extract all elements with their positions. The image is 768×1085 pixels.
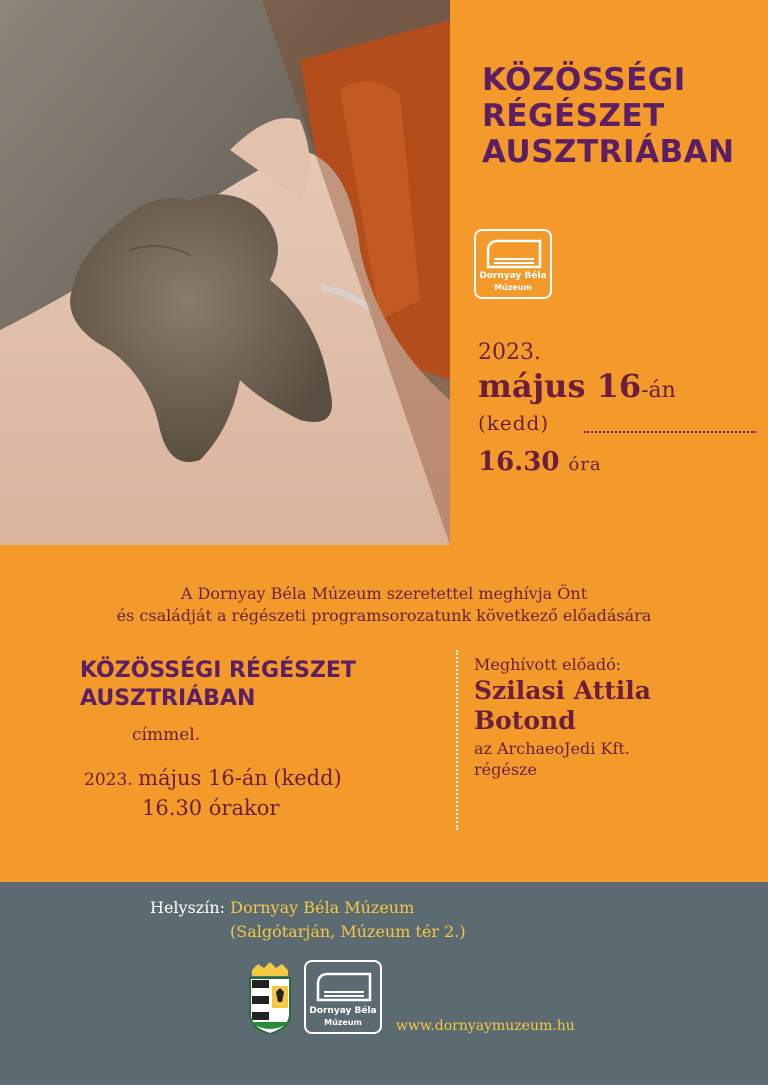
venue-address: (Salgótarján, Múzeum tér 2.) xyxy=(230,922,466,941)
speaker-name-line: Szilasi Attila xyxy=(474,676,651,705)
lecture-date xyxy=(84,764,342,822)
date-block xyxy=(478,340,758,477)
speaker-role-line: az ArchaeoJedi Kft. xyxy=(474,739,630,758)
logo-text: Dornyay Béla xyxy=(479,271,547,281)
title-line: AUSZTRIÁBAN xyxy=(482,134,735,170)
dotted-line xyxy=(584,431,756,433)
museum-logo xyxy=(474,229,552,299)
speaker-block xyxy=(474,655,754,780)
speaker-label: Meghívott előadó: xyxy=(474,655,622,674)
speaker-name-line: Botond xyxy=(474,706,576,735)
time-value: 16.30 xyxy=(478,447,560,477)
lecture-title-suffix: címmel. xyxy=(132,725,201,745)
logo-text: Múzeum xyxy=(494,283,532,292)
invitation-line: A Dornyay Béla Múzeum szeretettel meghívja Önt xyxy=(180,584,588,603)
date-day xyxy=(478,367,758,405)
lecture-date-day: május 16-án xyxy=(138,766,268,790)
speaker-role-line: régésze xyxy=(474,760,537,779)
coat-of-arms-icon xyxy=(246,962,294,1034)
invitation-line: és családját a régészeti programsorozatunk következő előadására xyxy=(116,606,652,625)
date-day-text: május 16 xyxy=(478,367,642,405)
title-line: KÖZÖSSÉGI xyxy=(482,62,686,98)
logo-text: Múzeum xyxy=(324,1018,362,1027)
venue xyxy=(150,896,466,944)
poster-title xyxy=(482,62,752,170)
date-time xyxy=(478,447,758,477)
logo-text: Dornyay Béla xyxy=(309,1006,377,1016)
date-year: 2023. xyxy=(478,340,541,365)
venue-name: Dornyay Béla Múzeum xyxy=(230,898,415,917)
museum-building-icon xyxy=(314,970,374,1002)
time-unit: óra xyxy=(568,454,602,475)
date-weekday: (kedd) xyxy=(478,411,550,435)
speaker-name xyxy=(474,676,754,736)
vertical-divider xyxy=(456,650,458,830)
invitation-text xyxy=(0,583,768,627)
speaker-role xyxy=(474,738,754,780)
website-link[interactable]: www.dornyaymuzeum.hu xyxy=(396,1018,575,1034)
title-line: RÉGÉSZET xyxy=(482,98,665,134)
middle-section xyxy=(0,545,768,882)
footer xyxy=(0,882,768,1085)
lecture-title xyxy=(80,657,440,713)
date-weekday-row xyxy=(478,411,758,435)
lecture-title-line: KÖZÖSSÉGI RÉGÉSZET xyxy=(80,658,356,683)
diagonal-overlay xyxy=(262,0,450,545)
museum-building-icon xyxy=(484,237,544,269)
museum-logo-footer xyxy=(304,960,382,1034)
lecture-title-line: AUSZTRIÁBAN xyxy=(80,686,256,711)
lecture-date-weekday: (kedd) xyxy=(273,766,342,790)
date-suffix: -án xyxy=(641,378,676,403)
lecture-date-time: 16.30 órakor xyxy=(142,796,280,820)
lecture-date-year: 2023. xyxy=(84,770,133,790)
venue-label: Helyszín: xyxy=(150,898,226,917)
